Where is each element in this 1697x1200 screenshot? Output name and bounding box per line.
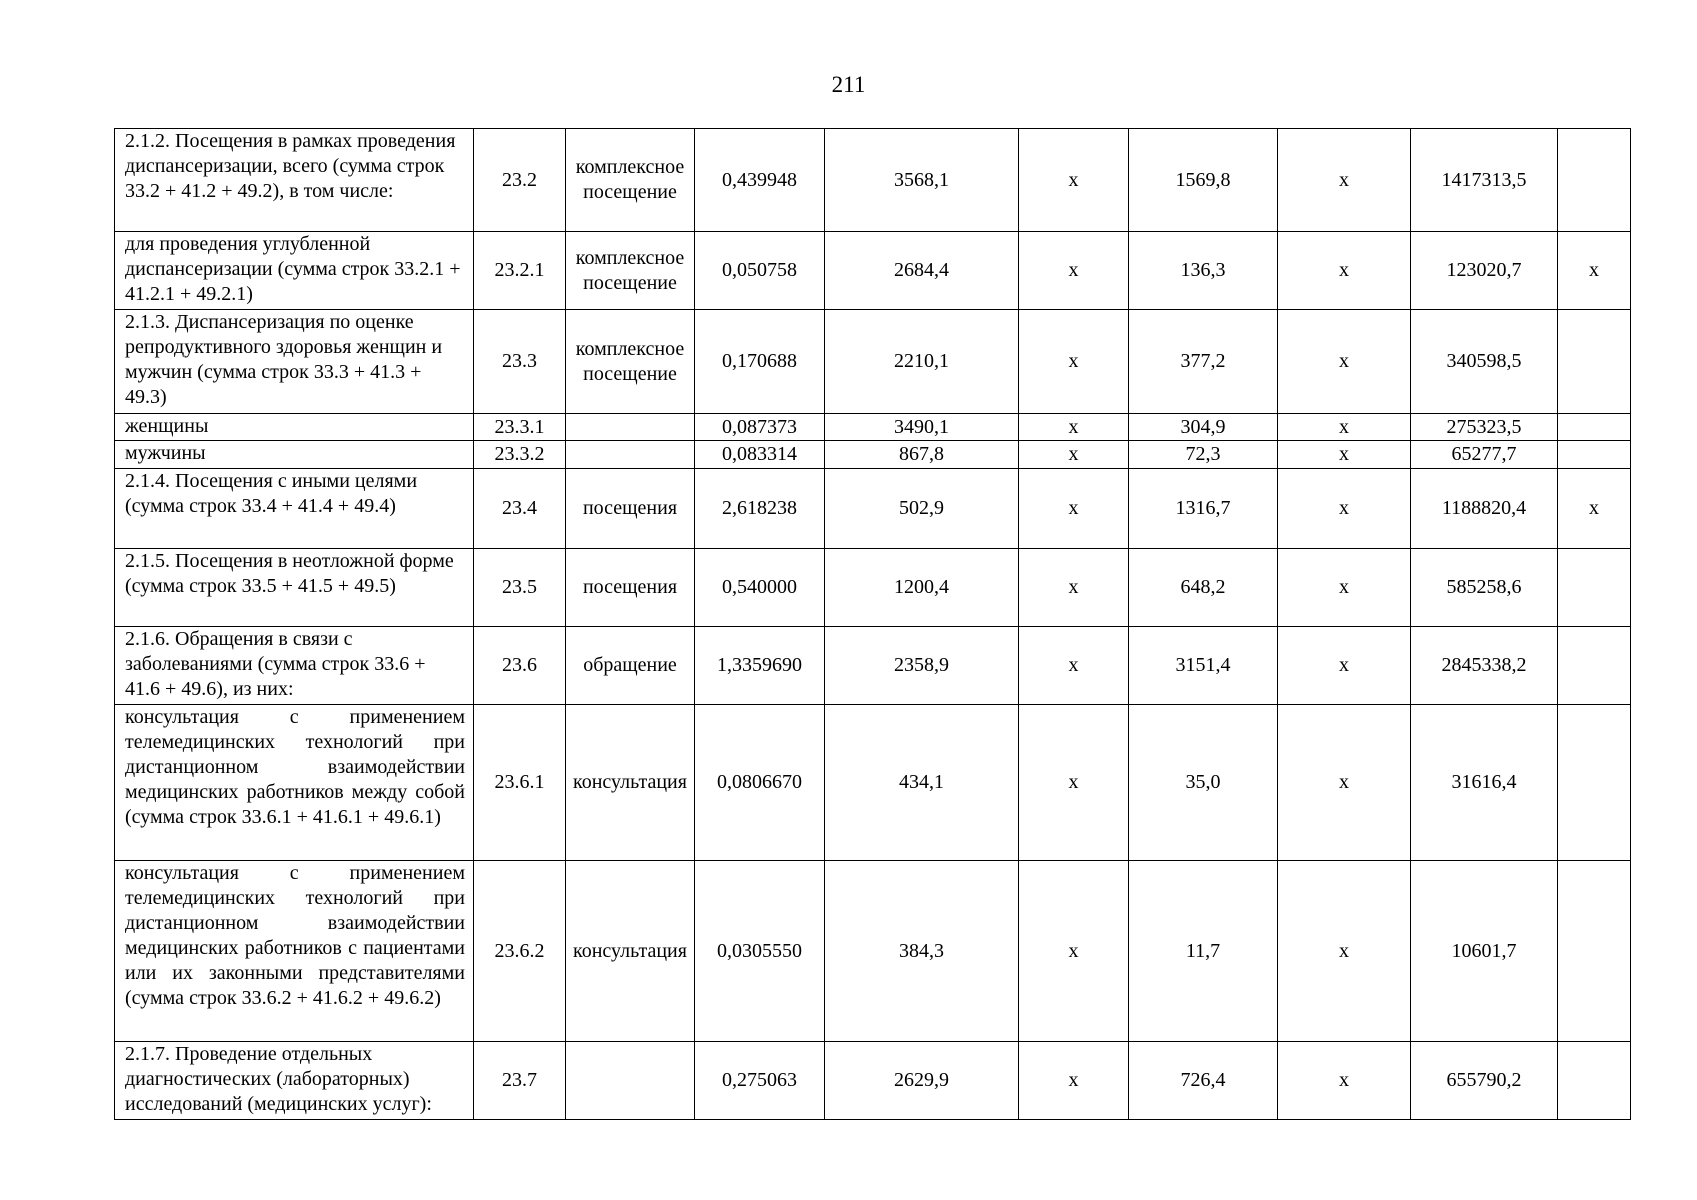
row-unit: комплексное посещение [566,129,695,232]
row-name: консультация с применением телемедицинских технологий при дистанционном взаимодействии медицинских работников с пациентами или их законными представителями (сумма строк 33.6.2 + 41.6.2 + 49.6.2) [115,861,474,1042]
row-cell: 434,1 [825,705,1019,861]
row-cell: 35,0 [1129,705,1278,861]
row-code: 23.3 [474,310,566,414]
table-row [115,232,1631,310]
row-cell: 2629,9 [825,1042,1019,1120]
row-cell: 1,3359690 [695,627,825,705]
row-name: 2.1.7. Проведение отдельных диагностических (лабораторных) исследований (медицинских услуг): [115,1042,474,1120]
row-cell: х [1278,414,1411,441]
row-cell: х [1019,549,1129,627]
row-cell: х [1019,232,1129,310]
row-cell: 123020,7 [1411,232,1558,310]
row-cell: 2210,1 [825,310,1019,414]
row-cell: 1316,7 [1129,469,1278,549]
row-cell: 726,4 [1129,1042,1278,1120]
row-name: для проведения углубленной диспансеризации (сумма строк 33.2.1 + 41.2.1 + 49.2.1) [115,232,474,310]
row-cell: 0,083314 [695,441,825,469]
row-cell: 585258,6 [1411,549,1558,627]
row-cell: 340598,5 [1411,310,1558,414]
row-name: консультация с применением телемедицинских технологий при дистанционном взаимодействии медицинских работников между собой (сумма строк 33.6.1 + 41.6.1 + 49.6.1) [115,705,474,861]
row-cell: 1200,4 [825,549,1019,627]
row-cell: х [1019,705,1129,861]
table-row [115,129,1631,232]
row-cell [1558,129,1631,232]
row-unit: консультация [566,705,695,861]
row-cell: 65277,7 [1411,441,1558,469]
row-cell: 502,9 [825,469,1019,549]
row-cell: х [1019,1042,1129,1120]
row-cell: 0,0806670 [695,705,825,861]
row-cell: 10601,7 [1411,861,1558,1042]
row-cell: 2,618238 [695,469,825,549]
row-unit: посещения [566,469,695,549]
row-code: 23.6.1 [474,705,566,861]
row-cell: 1417313,5 [1411,129,1558,232]
page-number: 211 [831,72,866,97]
row-cell: 655790,2 [1411,1042,1558,1120]
table-row [115,469,1631,549]
row-cell: 1569,8 [1129,129,1278,232]
row-cell: 136,3 [1129,232,1278,310]
row-cell: х [1019,469,1129,549]
row-cell: 3151,4 [1129,627,1278,705]
data-table [114,128,1631,1120]
row-cell [1558,310,1631,414]
row-cell: 11,7 [1129,861,1278,1042]
row-cell [1558,549,1631,627]
table-row [115,1042,1631,1120]
row-cell: х [1278,627,1411,705]
table-row [115,310,1631,414]
table-row [115,705,1631,861]
row-cell: х [1278,441,1411,469]
row-cell [1558,414,1631,441]
row-cell: х [1278,469,1411,549]
row-cell: х [1278,861,1411,1042]
row-name: 2.1.3. Диспансеризация по оценке репродуктивного здоровья женщин и мужчин (сумма строк 33.3 + 41.3 + 49.3) [115,310,474,414]
row-code: 23.3.1 [474,414,566,441]
row-unit: посещения [566,549,695,627]
row-cell: х [1278,232,1411,310]
row-cell: 0,0305550 [695,861,825,1042]
row-unit [566,414,695,441]
row-cell: х [1278,310,1411,414]
row-unit: комплексное посещение [566,232,695,310]
row-name: женщины [115,414,474,441]
row-code: 23.6.2 [474,861,566,1042]
row-name: мужчины [115,441,474,469]
row-cell: 384,3 [825,861,1019,1042]
row-cell: 2684,4 [825,232,1019,310]
row-cell: х [1019,129,1129,232]
row-code: 23.6 [474,627,566,705]
table-row [115,627,1631,705]
row-cell: 0,275063 [695,1042,825,1120]
row-cell: х [1278,549,1411,627]
row-code: 23.4 [474,469,566,549]
row-cell: 31616,4 [1411,705,1558,861]
row-cell: 0,087373 [695,414,825,441]
row-cell: х [1019,414,1129,441]
row-code: 23.2 [474,129,566,232]
row-unit: обращение [566,627,695,705]
row-cell: 0,050758 [695,232,825,310]
row-cell: 867,8 [825,441,1019,469]
row-code: 23.7 [474,1042,566,1120]
row-cell: х [1278,1042,1411,1120]
row-cell: х [1558,469,1631,549]
table-row [115,414,1631,441]
row-cell: 72,3 [1129,441,1278,469]
row-name: 2.1.6. Обращения в связи с заболеваниями (сумма строк 33.6 + 41.6 + 49.6), из них: [115,627,474,705]
row-cell: 0,170688 [695,310,825,414]
row-cell: 3568,1 [825,129,1019,232]
row-cell: 0,439948 [695,129,825,232]
table-row [115,441,1631,469]
row-cell [1558,705,1631,861]
row-cell: х [1019,861,1129,1042]
row-cell [1558,1042,1631,1120]
row-cell: 275323,5 [1411,414,1558,441]
row-cell: х [1019,310,1129,414]
row-cell [1558,627,1631,705]
row-cell: х [1278,705,1411,861]
row-name: 2.1.5. Посещения в неотложной форме (сумма строк 33.5 + 41.5 + 49.5) [115,549,474,627]
row-unit [566,1042,695,1120]
row-unit: комплексное посещение [566,310,695,414]
row-code: 23.3.2 [474,441,566,469]
row-cell: 1188820,4 [1411,469,1558,549]
row-cell: х [1019,627,1129,705]
row-unit [566,441,695,469]
row-code: 23.5 [474,549,566,627]
row-name: 2.1.4. Посещения с иными целями (сумма строк 33.4 + 41.4 + 49.4) [115,469,474,549]
row-cell: 0,540000 [695,549,825,627]
table-row [115,549,1631,627]
row-cell [1558,861,1631,1042]
row-cell: х [1278,129,1411,232]
row-cell [1558,441,1631,469]
row-cell: 304,9 [1129,414,1278,441]
row-code: 23.2.1 [474,232,566,310]
row-cell: 3490,1 [825,414,1019,441]
row-cell: 2358,9 [825,627,1019,705]
table-row [115,861,1631,1042]
row-name: 2.1.2. Посещения в рамках проведения диспансеризации, всего (сумма строк 33.2 + 41.2 + 49.2), в том числе: [115,129,474,232]
row-unit: консультация [566,861,695,1042]
row-cell: 2845338,2 [1411,627,1558,705]
row-cell: х [1558,232,1631,310]
row-cell: 648,2 [1129,549,1278,627]
row-cell: х [1019,441,1129,469]
row-cell: 377,2 [1129,310,1278,414]
